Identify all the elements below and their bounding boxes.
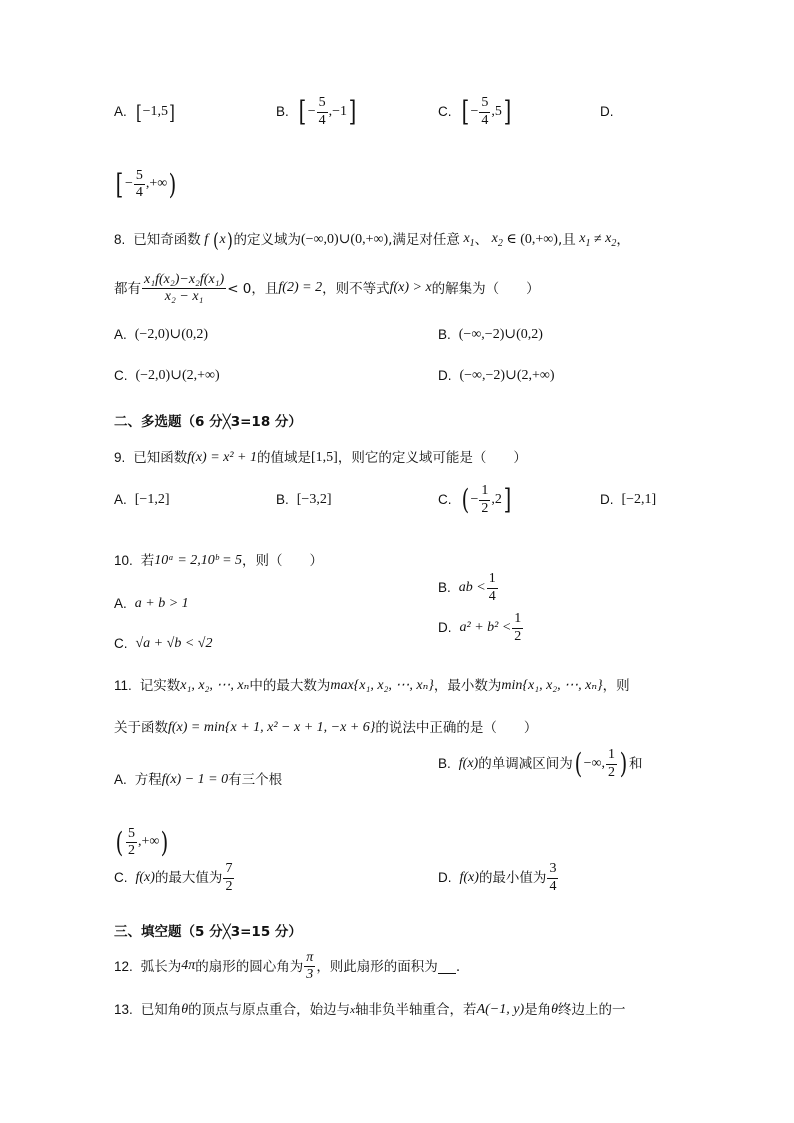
q10-option-c: C. √a + √b < √2 [114,636,213,652]
fraction: $\frac{\pi}{3}$ [306,950,314,983]
fraction: $\frac{5}{4}$ [135,168,143,201]
q8-option-d: D. (−∞,−2)∪(2,+∞) [438,367,555,383]
q7-option-d: [ − $\frac{5}{4}$ ,+∞ ) [115,167,177,201]
q11-option-d: D. f(x) 的最小值为 $\frac{3}{4}$ [438,861,557,894]
fraction: $\frac{1}{2}$ [608,747,616,780]
q9-option-d: D. [−2,1] [600,491,657,507]
q11-stem-line2: 关于函数 f(x) = min{x + 1, x² − x + 1, −x + 6} 的说法中正确的是（ ） [114,720,538,737]
q11-option-b-continued: ( $\frac{5}{2}$ ,+∞ ) [115,825,169,859]
q13-stem: 13. 已知角 θ 的顶点与原点重合，始边与 x 轴非负半轴重合，若 A(−1, y) 是角 θ 终边上的一 [114,1002,626,1019]
fraction: $\frac{1}{2}$ [514,611,522,644]
fraction: $\frac{7}{2}$ [225,861,233,894]
section-2-heading: 二、多选题（6 分╳3=18 分） [114,414,302,430]
q7-option-d-label: D. [600,103,614,119]
q11-option-b: B. f(x) 的单调减区间为 ( −∞, $\frac{1}{2}$ ) 和 [438,747,643,780]
fraction: $\frac{5}{2}$ [127,826,135,859]
fraction: $\frac{\text{x₁f(x₂)−x₂f(x₁)}}{\text{x₂ − x₁}}$ [144,272,225,305]
q9-option-c: C. ( − $\frac{1}{2}$ ,2 ] [438,483,512,516]
fraction: $\frac{1}{2}$ [481,483,489,516]
q11-option-a: A. 方程 f(x) − 1 = 0 有三个根 [114,772,283,789]
q7-option-b: B. [ − $\frac{5}{4}$ ,−1 ] [276,95,357,128]
q10-option-d: D. a² + b² < $\frac{1}{2}$ [438,611,522,644]
q11-stem-line1: 11. 记实数 x₁, x₂, ⋯, xₙ 中的最大数为 max{x₁, x₂, ⋯, xₙ} ，最小数为 min{x₁, x₂, ⋯, xₙ} ，则 [114,678,630,695]
fraction: $\frac{5}{4}$ [318,95,326,128]
fraction: $\frac{3}{4}$ [549,861,557,894]
section-3-heading: 三、填空题（5 分╳3=15 分） [114,924,302,940]
q8-option-c: C. (−2,0)∪(2,+∞) [114,367,220,383]
q9-option-a: A. [−1,2] [114,491,170,507]
q12-stem: 12. 弧长为 4π 的扇形的圆心角为 $\frac{\pi}{3}$ ，则此扇形的面积为 . [114,950,461,983]
q7-option-a: A. [ −1,5 ] [114,100,175,124]
q9-stem: 9. 已知函数 f(x) = x² + 1 的值域是 [1,5] ，则它的定义域可能是（ ） [114,450,527,467]
q8-stem-line1: 8. 已知奇函数 f ( x ) 的定义域为 (−∞,0)∪(0,+∞) ,满足对任意 $x_1$ 、 $x_2$ ∈ (0,+∞) ,且 $x_1$ ≠ $x_2$ ， [114,228,630,252]
q10-option-a: A. a + b > 1 [114,596,189,612]
q7-option-c: C. [ − $\frac{5}{4}$ ,5 ] [438,95,512,128]
fraction: $\frac{1}{4}$ [488,571,496,604]
q11-option-c: C. f(x) 的最大值为 $\frac{7}{2}$ [114,861,233,894]
fraction: $\frac{5}{4}$ [481,95,489,128]
q10-stem: 10. 若 10ᵃ = 2,10ᵇ = 5 ，则（ ） [114,553,324,570]
q9-option-b: B. [−3,2] [276,491,332,507]
q8-stem-line2: 都有 $\frac{\text{x₁f(x₂)−x₂f(x₁)}}{\text{x₂ − x₁}}$ < 0，且 f(2) = 2 ，则不等式 f(x) > x 的解集为（ ） [114,272,540,305]
q8-option-b: B. (−∞,−2)∪(0,2) [438,326,543,342]
answer-blank[interactable] [438,959,456,974]
q10-option-b: B. ab < $\frac{1}{4}$ [438,571,496,604]
q8-option-a: A. (−2,0)∪(0,2) [114,326,209,342]
